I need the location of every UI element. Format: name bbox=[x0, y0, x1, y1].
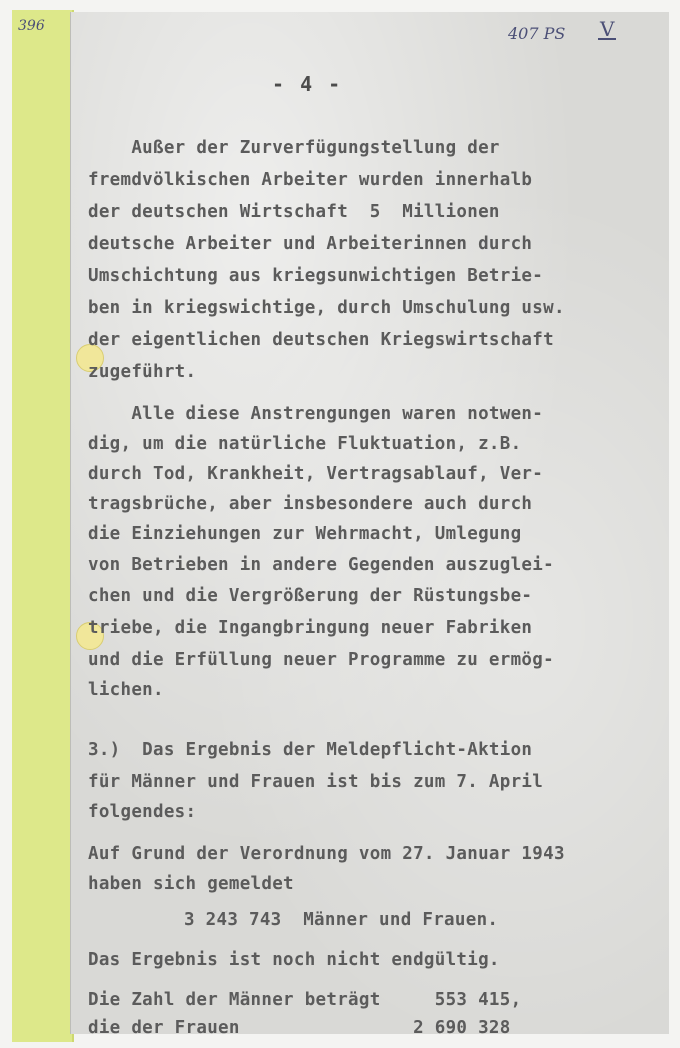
paragraph-2-line: von Betrieben in andere Gegenden auszuglei- bbox=[88, 555, 554, 575]
paragraph-1-line: der deutschen Wirtschaft 5 Millionen bbox=[88, 202, 500, 222]
paragraph-1-line: deutsche Arbeiter und Arbeiterinnen durch bbox=[88, 234, 533, 254]
paragraph-2-line: triebe, die Ingangbringung neuer Fabriken bbox=[88, 618, 533, 638]
paragraph-3-line: folgendes: bbox=[88, 802, 197, 822]
yellow-paper-strip bbox=[12, 10, 74, 1042]
paragraph-2-line: lichen. bbox=[88, 680, 164, 700]
men-count-line: Die Zahl der Männer beträgt 553 415, bbox=[88, 990, 522, 1010]
paragraph-1-line: fremdvölkischen Arbeiter wurden innerhalb bbox=[88, 170, 533, 190]
paragraph-2-line: tragsbrüche, aber insbesondere auch durch bbox=[88, 494, 533, 514]
paragraph-1-line: Umschichtung aus kriegsunwichtigen Betrie- bbox=[88, 266, 544, 286]
paragraph-1-line: Außer der Zurverfügungstellung der bbox=[88, 138, 500, 158]
paragraph-1-line: zugeführt. bbox=[88, 362, 197, 382]
paragraph-3-line: für Männer und Frauen ist bis zum 7. April bbox=[88, 772, 544, 792]
paragraph-2-line: dig, um die natürliche Fluktuation, z.B. bbox=[88, 434, 522, 454]
page-number: - 4 - bbox=[272, 72, 343, 96]
paragraph-1-line: der eigentlichen deutschen Kriegswirtschaft bbox=[88, 330, 554, 350]
archive-number: 396 bbox=[18, 18, 45, 34]
result-note: Das Ergebnis ist noch nicht endgültig. bbox=[88, 950, 500, 970]
women-count-line: die der Frauen 2 690 328 bbox=[88, 1018, 511, 1034]
paragraph-4-line: haben sich gemeldet bbox=[88, 874, 294, 894]
paragraph-2-line: Alle diese Anstrengungen waren notwen- bbox=[88, 404, 544, 424]
paragraph-4-line: Auf Grund der Verordnung vom 27. Januar 1943 bbox=[88, 844, 565, 864]
document-reference: 407 PS bbox=[508, 24, 566, 43]
paragraph-3-line: 3.) Das Ergebnis der Meldepflicht-Aktion bbox=[88, 740, 533, 760]
paragraph-2-line: durch Tod, Krankheit, Vertragsablauf, Ver- bbox=[88, 464, 544, 484]
paragraph-2-line: die Einziehungen zur Wehrmacht, Umlegung bbox=[88, 524, 522, 544]
total-registrations: 3 243 743 Männer und Frauen. bbox=[184, 910, 499, 930]
roman-numeral-mark: V bbox=[600, 17, 615, 41]
paragraph-2-line: chen und die Vergrößerung der Rüstungsbe- bbox=[88, 586, 533, 606]
paragraph-2-line: und die Erfüllung neuer Programme zu ermög- bbox=[88, 650, 554, 670]
paragraph-1-line: ben in kriegswichtige, durch Umschulung usw. bbox=[88, 298, 565, 318]
